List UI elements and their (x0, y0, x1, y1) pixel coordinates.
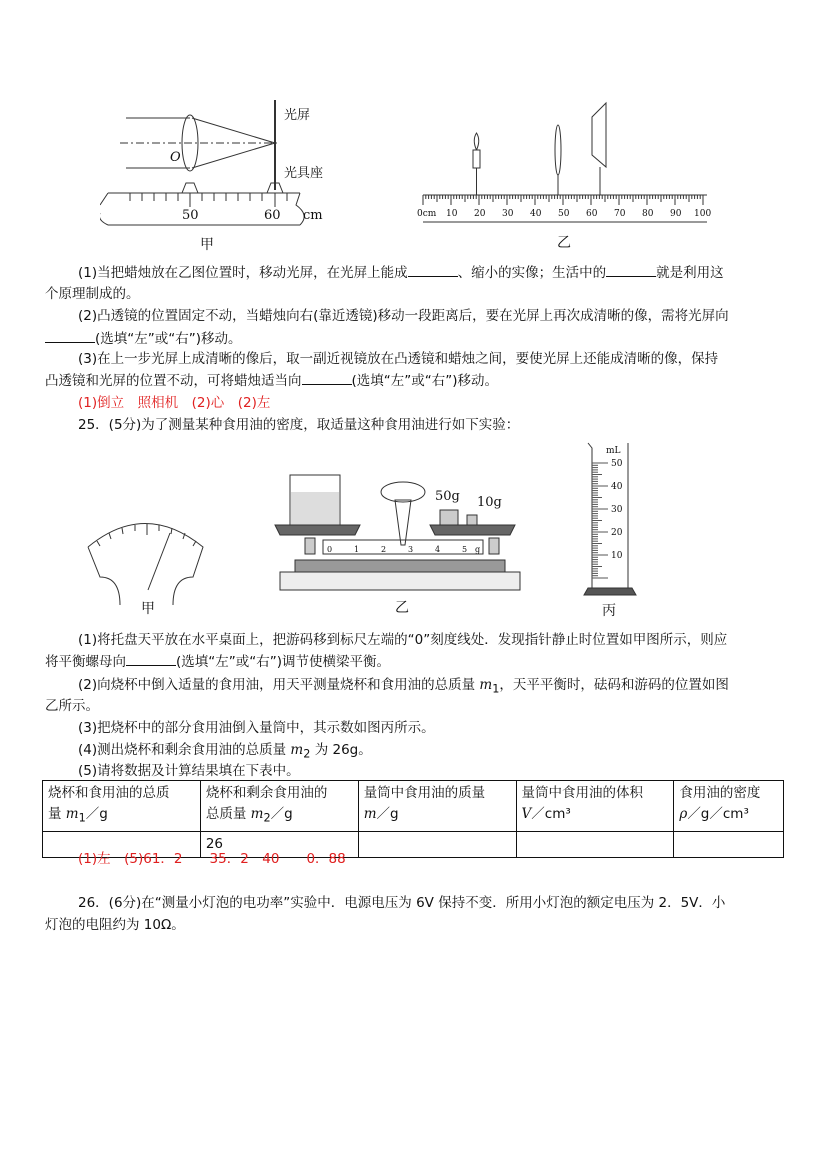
q24-answer: (1)倒立 照相机 (2)心 (2)左 (78, 395, 271, 411)
table-cell[interactable] (516, 831, 674, 857)
figure-caption: 乙 (395, 600, 409, 616)
weight-label: 10g (477, 495, 502, 510)
optical-bench-yi (415, 95, 715, 255)
q24-part2-cont: (选填“左”或“右”)移动。 (45, 328, 242, 349)
balance-yi (255, 470, 530, 620)
tick-label: g (475, 545, 481, 554)
weight-label: 50g (435, 489, 460, 504)
answer-blank[interactable] (45, 328, 95, 343)
tick-label: 70 (614, 209, 626, 219)
tick-label: 30 (611, 505, 623, 515)
pointer-dial-jia (85, 505, 215, 620)
q25-title: 25．(5分)为了测量某种食用油的密度，取适量这种食用油进行如下实验： (78, 417, 520, 433)
tick-label: 10 (446, 209, 458, 219)
tick-label: 20 (611, 528, 623, 538)
tick-label: 20 (474, 209, 486, 219)
tick-label: 100 (694, 209, 712, 219)
answer-blank[interactable] (302, 370, 352, 385)
q25-part3: (3)把烧杯中的部分食用油倒入量筒中，其示数如图丙所示。 (78, 720, 435, 736)
graduated-cylinder-bing (580, 440, 660, 620)
tick-label: cm (303, 208, 323, 223)
q25-part2-cont: 乙所示。 (45, 698, 99, 714)
table-header-cell: 量筒中食用油的体积 V／cm³ (516, 781, 674, 832)
answer-blank[interactable] (126, 651, 176, 666)
q24-part1-cont: 个原理制成的。 (45, 286, 140, 302)
tick-label: 60 (586, 209, 598, 219)
q24-part1: (1)当把蜡烛放在乙图位置时，移动光屏，在光屏上能成 、缩小的实像；生活中的 就是利用这 (78, 262, 724, 283)
figure-caption: 甲 (141, 601, 155, 617)
q25-part2: (2)向烧杯中倒入适量的食用油，用天平测量烧杯和食用油的总质量 $m_1$，天平平衡时，砝码和游码的位置如图 (78, 677, 729, 696)
tick-label: 40 (611, 482, 623, 492)
answer-blank[interactable] (408, 262, 458, 277)
tick-label: 90 (670, 209, 682, 219)
figure-caption: 乙 (557, 235, 571, 251)
table-header-cell: 食用油的密度 ρ／g／cm³ (674, 781, 784, 832)
label-bench: 光具座 (284, 166, 324, 181)
tick-label: 0cm (417, 209, 437, 219)
table-cell[interactable] (358, 831, 516, 857)
table-header-cell: 烧杯和剩余食用油的 总质量 $m_2/g$ (200, 781, 358, 832)
tick-label: 60 (264, 208, 281, 223)
data-table (42, 780, 784, 858)
tick-label: 50 (558, 209, 570, 219)
tick-label: 4 (435, 545, 441, 554)
lens-diagram-jia (100, 95, 380, 255)
table-cell[interactable] (674, 831, 784, 857)
label-screen: 光屏 (284, 108, 311, 123)
tick-label: 80 (642, 209, 654, 219)
q26-title: 26．(6分)在“测量小灯泡的电功率”实验中．电源电压为 6V 保持不变．所用小灯泡的额定电压为 2．5V．小 (78, 895, 726, 911)
tick-label: 2 (381, 545, 387, 554)
table-header-cell: 量筒中食用油的质量 m／g (358, 781, 516, 832)
figure-caption: 丙 (602, 603, 616, 619)
tick-label: 30 (502, 209, 514, 219)
tick-label: 0 (327, 545, 333, 554)
label-o: O (170, 150, 181, 165)
q25-part1-cont: 将平衡螺母向 (选填“左”或“右”)调节使横梁平衡。 (45, 651, 390, 672)
q24-part2: (2)凸透镜的位置固定不动，当蜡烛向右(靠近透镜)移动一段距离后，要在光屏上再次成清晰的像，需将光屏向 (78, 308, 729, 324)
table-header-row (43, 781, 784, 832)
tick-label: 10 (611, 551, 623, 561)
q26-title-cont: 灯泡的电阻约为 10Ω。 (45, 917, 185, 933)
q24-part3: (3)在上一步光屏上成清晰的像后，取一副近视镜放在凸透镜和蜡烛之间，要使光屏上还能成清晰的像，保持 (78, 351, 719, 367)
q25-part1: (1)将托盘天平放在水平桌面上，把游码移到标尺左端的“0”刻度线处．发现指针静止时位置如甲图所示，则应 (78, 632, 728, 648)
answer-blank[interactable] (606, 262, 656, 277)
q24-part3-cont: 凸透镜和光屏的位置不动，可将蜡烛适当向 (选填“左”或“右”)移动。 (45, 370, 498, 391)
tick-label: 1 (354, 545, 360, 554)
tick-label: 50 (611, 459, 623, 469)
table-header-cell: 烧杯和食用油的总质 量 $m_1/g$ (43, 781, 201, 832)
tick-label: 40 (530, 209, 542, 219)
q25-answer: (1)左 (5)61．2 35．2 40 0．88 (78, 851, 346, 867)
figure-caption: 甲 (200, 237, 214, 253)
q25-part5: (5)请将数据及计算结果填在下表中。 (78, 763, 300, 779)
tick-label: 50 (182, 208, 199, 223)
table-cell[interactable]: 26 (200, 831, 358, 857)
tick-label: 3 (408, 545, 414, 554)
cylinder-unit: mL (606, 446, 621, 456)
tick-label: 5 (462, 545, 468, 554)
q25-part4: (4)测出烧杯和剩余食用油的总质量 $m_2$ 为 26g。 (78, 742, 372, 761)
